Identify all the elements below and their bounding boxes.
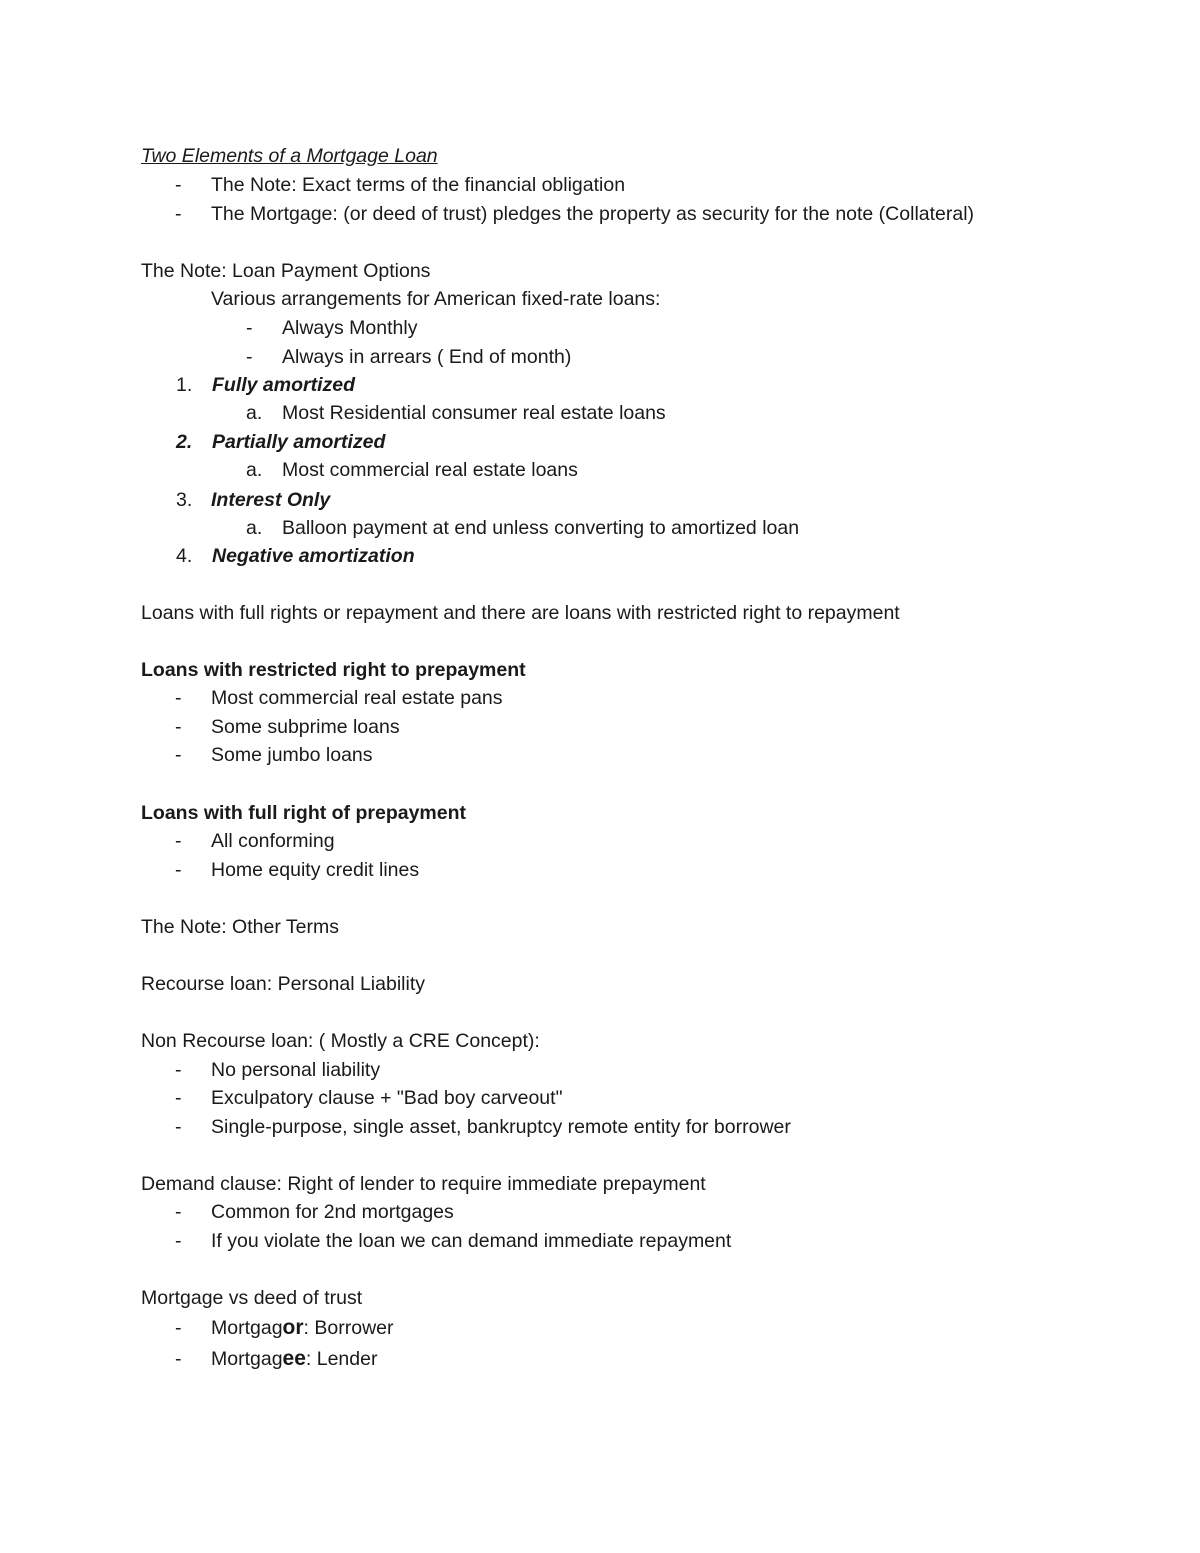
restricted-item: Some subprime loans bbox=[211, 716, 400, 738]
bullet-dash: - bbox=[175, 1201, 182, 1223]
option-number: 2. bbox=[176, 431, 193, 453]
sub-marker: a. bbox=[246, 459, 263, 481]
nonrecourse-item: Exculpatory clause + "Bad boy carveout" bbox=[211, 1087, 563, 1109]
mvd-heading: Mortgage vs deed of trust bbox=[141, 1287, 363, 1309]
restricted-item: Some jumbo loans bbox=[211, 744, 373, 766]
sub-marker: a. bbox=[246, 402, 263, 424]
full-item: Home equity credit lines bbox=[211, 859, 420, 881]
option-number: 3. bbox=[176, 489, 193, 511]
other-terms: The Note: Other Terms bbox=[141, 916, 339, 938]
bullet-dash: - bbox=[175, 1348, 182, 1370]
bullet-dash: - bbox=[246, 346, 253, 368]
option-label: Negative amortization bbox=[212, 545, 415, 567]
mortgagor-suffix: : Borrower bbox=[303, 1317, 394, 1339]
mortgagor-line bbox=[211, 1316, 394, 1340]
restricted-item: Most commercial real estate pans bbox=[211, 687, 503, 709]
bullet-dash: - bbox=[175, 1087, 182, 1109]
option-label: Fully amortized bbox=[212, 374, 356, 396]
payment-intro: Various arrangements for American fixed-rate loans: bbox=[211, 288, 661, 310]
bullet-dash: - bbox=[246, 317, 253, 339]
full-item: All conforming bbox=[211, 830, 335, 852]
element-mortgage: The Mortgage: (or deed of trust) pledges the property as security for the note (Collateral) bbox=[211, 203, 975, 225]
bullet-dash: - bbox=[175, 687, 182, 709]
sub-marker: a. bbox=[246, 517, 263, 539]
demand-item: If you violate the loan we can demand immediate repayment bbox=[211, 1230, 732, 1252]
restricted-heading: Loans with restricted right to prepayment bbox=[141, 659, 526, 681]
mortgagee-suffix: : Lender bbox=[305, 1348, 378, 1370]
mortgagor-emphasis: or bbox=[282, 1316, 304, 1339]
payment-rule: Always Monthly bbox=[282, 317, 418, 339]
mortgagee-prefix: Mortgag bbox=[211, 1348, 283, 1370]
full-heading: Loans with full right of prepayment bbox=[141, 802, 467, 824]
bullet-dash: - bbox=[175, 203, 182, 225]
option-label: Partially amortized bbox=[212, 431, 386, 453]
recourse-loan: Recourse loan: Personal Liability bbox=[141, 973, 425, 995]
nonrecourse-heading: Non Recourse loan: ( Mostly a CRE Concept): bbox=[141, 1030, 540, 1052]
option-number: 1. bbox=[176, 374, 193, 396]
option-sub: Most commercial real estate loans bbox=[282, 459, 578, 481]
bullet-dash: - bbox=[175, 1116, 182, 1138]
demand-item: Common for 2nd mortgages bbox=[211, 1201, 454, 1223]
bullet-dash: - bbox=[175, 859, 182, 881]
option-number: 4. bbox=[176, 545, 193, 567]
option-sub: Balloon payment at end unless converting to amortized loan bbox=[282, 517, 800, 539]
bullet-dash: - bbox=[175, 1317, 182, 1339]
doc-title: Two Elements of a Mortgage Loan bbox=[141, 145, 438, 167]
bullet-dash: - bbox=[175, 1059, 182, 1081]
option-sub: Most Residential consumer real estate loans bbox=[282, 402, 666, 424]
bullet-dash: - bbox=[175, 744, 182, 766]
rights-sentence: Loans with full rights or repayment and there are loans with restricted right to repayment bbox=[141, 602, 900, 624]
payment-rule: Always in arrears ( End of month) bbox=[282, 346, 572, 368]
demand-heading: Demand clause: Right of lender to require immediate prepayment bbox=[141, 1173, 706, 1195]
mortgagor-prefix: Mortgag bbox=[211, 1317, 283, 1339]
bullet-dash: - bbox=[175, 1230, 182, 1252]
element-note: The Note: Exact terms of the financial obligation bbox=[211, 174, 626, 196]
nonrecourse-item: No personal liability bbox=[211, 1059, 381, 1081]
bullet-dash: - bbox=[175, 716, 182, 738]
mortgagee-line bbox=[211, 1347, 377, 1371]
payment-heading: The Note: Loan Payment Options bbox=[141, 260, 431, 282]
bullet-dash: - bbox=[175, 830, 182, 852]
nonrecourse-item: Single-purpose, single asset, bankruptcy remote entity for borrower bbox=[211, 1116, 791, 1138]
mortgagee-emphasis: ee bbox=[282, 1347, 306, 1370]
bullet-dash: - bbox=[175, 174, 182, 196]
option-label: Interest Only bbox=[211, 489, 331, 511]
